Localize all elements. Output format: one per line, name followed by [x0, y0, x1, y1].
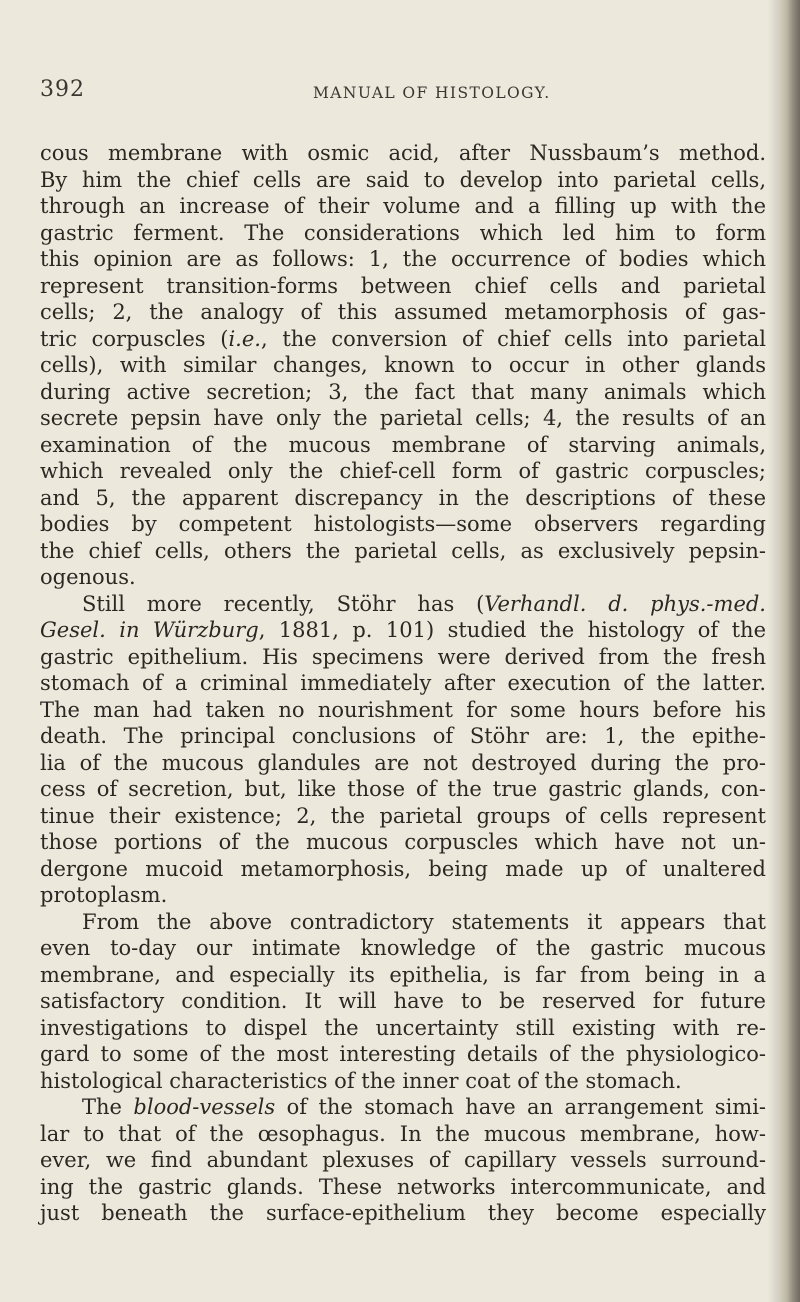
text-line: gastric ferment. The considerations which led him to form — [40, 220, 766, 245]
text-line: tric corpuscles (i.e., the conversion of chief cells into parietal — [40, 326, 767, 351]
italic-term: blood-vessels — [133, 1095, 276, 1119]
text-line: examination of the mucous membrane of starving animals, — [40, 432, 766, 457]
text-line: Still more recently, Stöhr has (Verhandl. d. phys.-med. — [82, 591, 766, 616]
text-line: just beneath the surface-epithelium they become especially — [40, 1201, 766, 1225]
text-line: ing the gastric glands. These networks intercommunicate, and — [40, 1174, 766, 1199]
text-line: during active secretion; 3, the fact that many animals which — [40, 379, 766, 404]
text-line: death. The principal conclusions of Stöhr are: 1, the epithe- — [40, 724, 766, 748]
text-line: histological characteristics of the inner coat of the stomach. — [40, 1068, 682, 1093]
text-line: From the above contradictory statements it appears that — [82, 909, 766, 934]
text-line: gard to some of the most interesting details of the physiologico- — [40, 1042, 766, 1066]
text-line: bodies by competent histologists—some observers regarding — [40, 512, 766, 536]
citation-italic: Gesel. in Würzburg — [40, 618, 259, 642]
text-line: ogenous. — [40, 565, 136, 589]
text-line: tinue their existence; 2, the parietal groups of cells represent — [40, 803, 766, 828]
text-line: Gesel. in Würzburg, 1881, p. 101) studied the histology of the — [40, 618, 767, 642]
text-line: stomach of a criminal immediately after execution of the latter. — [40, 671, 766, 695]
text-line: those portions of the mucous corpuscles which have not un- — [40, 830, 766, 854]
text-line: secrete pepsin have only the parietal cells; 4, the results of an — [40, 406, 766, 430]
text-line: lar to that of the œsophagus. In the mucous membrane, how- — [40, 1121, 766, 1146]
italic-abbrev: i.e. — [228, 326, 261, 351]
page-number: 392 — [40, 77, 85, 102]
text-line: protoplasm. — [40, 883, 168, 907]
text-line: cess of secretion, but, like those of the true gastric glands, con- — [40, 777, 766, 801]
text-line: which revealed only the chief-cell form of gastric corpuscles; — [40, 459, 766, 483]
text-line: dergone mucoid metamorphosis, being made up of unaltered — [40, 856, 766, 881]
text-line: cous membrane with osmic acid, after Nussbaum’s method. — [40, 141, 766, 165]
page-edge — [778, 0, 800, 1302]
running-head: MANUAL OF HISTOLOGY. — [313, 84, 551, 102]
text-line: The blood-vessels of the stomach have an arrangement simi- — [82, 1095, 767, 1119]
binding-shadow — [768, 0, 778, 1302]
text-line: the chief cells, others the parietal cells, as exclusively pepsin- — [40, 538, 766, 563]
body-text — [40, 140, 766, 1227]
text-line: cells), with similar changes, known to occur in other glands — [40, 353, 766, 377]
citation-italic: Verhandl. d. phys.-med. — [484, 591, 766, 616]
text-line: satisfactory condition. It will have to be reserved for future — [40, 989, 766, 1013]
text-line: The man had taken no nourishment for some hours before his — [40, 697, 766, 722]
text-line: By him the chief cells are said to develop into parietal cells, — [40, 167, 766, 192]
text-line: and 5, the apparent discrepancy in the descriptions of these — [40, 485, 766, 510]
text-line: cells; 2, the analogy of this assumed metamorphosis of gas- — [40, 300, 766, 324]
text-line: this opinion are as follows: 1, the occurrence of bodies which — [40, 247, 766, 271]
text-line: investigations to dispel the uncertainty still existing with re- — [40, 1015, 766, 1040]
text-line: represent transition-forms between chief cells and parietal — [40, 273, 766, 298]
text-line: membrane, and especially its epithelia, is far from being in a — [40, 962, 766, 987]
text-line: gastric epithelium. His specimens were derived from the fresh — [40, 644, 766, 669]
text-line: ever, we find abundant plexuses of capillary vessels surround- — [40, 1148, 766, 1172]
text-line: through an increase of their volume and a filling up with the — [40, 194, 766, 218]
text-line: lia of the mucous glandules are not destroyed during the pro- — [40, 750, 766, 775]
text-line: even to-day our intimate knowledge of the gastric mucous — [40, 936, 766, 960]
